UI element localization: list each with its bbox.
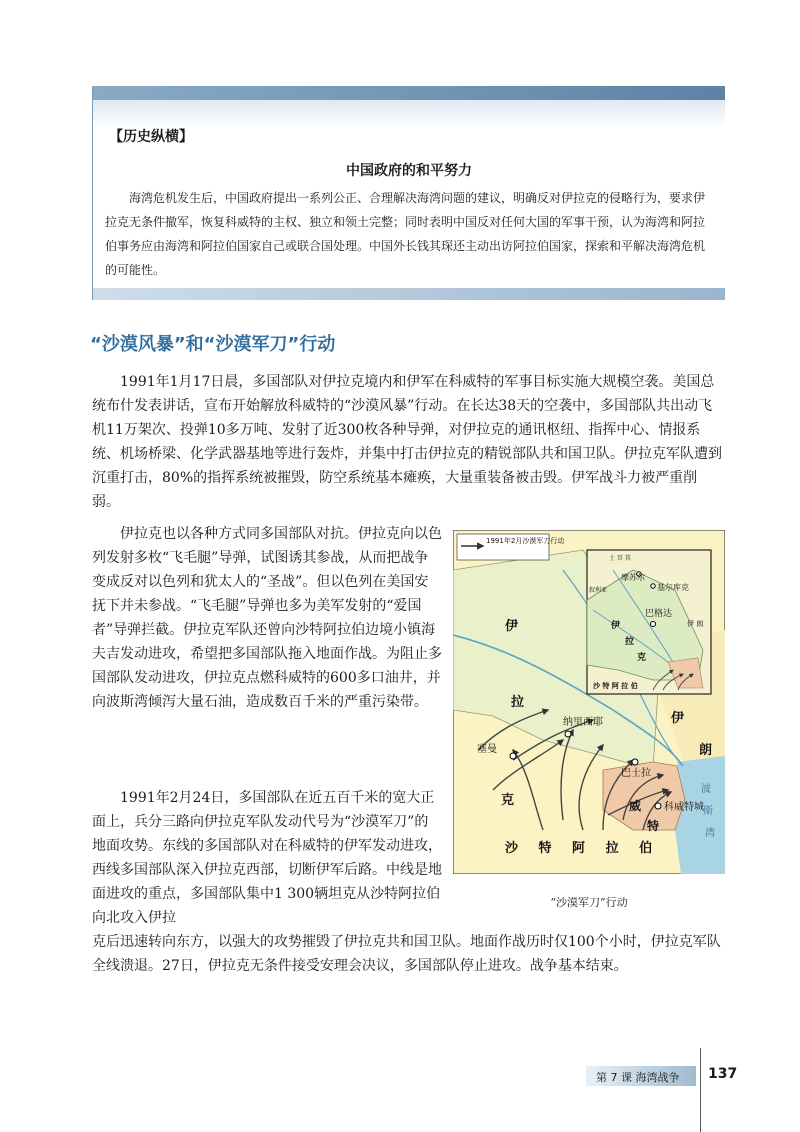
label-basra: 巴士拉 [621, 768, 651, 779]
inset-label-iraq-1: 伊 [611, 621, 621, 631]
label-samawah: 塞曼 [477, 744, 497, 755]
section-title: “沙漠风暴”和“沙漠军刀”行动 [90, 334, 336, 355]
label-iraq-2: 拉 [511, 695, 525, 710]
inset-label-baghdad: 巴格达 [645, 609, 673, 619]
label-iraq-1: 伊 [505, 619, 519, 634]
sidebar-box [92, 86, 725, 300]
label-kuwait-city: 科威特城 [664, 802, 704, 813]
map-caption: “沙漠军刀”行动 [550, 896, 628, 909]
kuwait-city-dot [655, 803, 661, 809]
label-gulf-2: 斯 [703, 806, 713, 817]
label-gulf-3: 湾 [705, 828, 715, 839]
box-bottom-bar [93, 288, 725, 300]
inset-label-iran: 伊 朗 [687, 620, 704, 628]
inset-label-iraq-3: 克 [637, 653, 647, 663]
box-header-fade [93, 100, 725, 128]
label-kuwait-2: 特 [647, 819, 660, 833]
inset-label-mosul: 摩苏尔 [621, 573, 645, 582]
page-number: 137 [708, 1066, 738, 1082]
inset-label-syria: 叙利亚 [589, 587, 608, 594]
box-body: 海湾危机发生后，中国政府提出一系列公正、合理解决海湾问题的建议，明确反对伊拉克的侵略行为，要求伊拉克无条件撤军，恢复科威特的主权、独立和领土完整；同时表明中国反对任何大国的军事干预，认为海湾和阿拉伯事务应由海湾和阿拉伯国家自己或联合国处理。中国外长钱其琛还主动出访阿拉伯国家，探索和平解决海湾危机的可能性。 [105, 191, 706, 277]
inset-map [587, 550, 711, 694]
label-gulf-1: 波 [701, 784, 711, 795]
label-iraq-3: 克 [501, 793, 515, 808]
legend-text: 1991年2月沙漠军刀行动 [486, 537, 565, 545]
footer-lesson-title: 第 7 课 海湾战争 [596, 1071, 680, 1084]
label-iran-1: 伊 [671, 711, 685, 726]
inset-label-iraq-2: 拉 [625, 637, 635, 647]
gulf-water [675, 756, 725, 874]
inset-label-kirkuk: 基尔库克 [657, 583, 689, 592]
paragraph-3-part-1: 1991年2月24日，多国部队在近五百千米的宽大正面上，兵分三路向伊拉克军队发动代号为“沙漠军刀”的地面攻势。东线的多国部队对在科威特的伊军发动进攻，西线多国部队深入伊拉克西部，切断伊军后路。中线是地面进攻的重点，多国部队集中1 300辆坦克从沙特阿拉伯向北攻入伊拉 [92, 790, 442, 926]
paragraph-2: 伊拉克也以各种方式同多国部队对抗。伊拉克向以色列发射多枚“飞毛腿”导弹，试图诱其参战，从而把战争变成反对以色列和犹太人的“圣战”。但以色列在美国安抚下并未参战。“飞毛腿”导弹也多为美军发射的“爱国者”导弹拦截。伊拉克军队还曾向沙特阿拉伯边境小镇海夫吉发动进攻，希望把多国部队拖入地面作战。为阻止多国部队发动进攻，伊拉克点燃科威特的600多口油井，并向波斯湾倾泻大量石油，造成数百千米的严重污染带。 [92, 526, 442, 710]
paragraph-3-part-2: 克后迅速转向东方，以强大的攻势摧毁了伊拉克共和国卫队。地面作战历时仅100个小时，伊拉克军队全线溃退。27日，伊拉克无条件接受安理会决议，多国部队停止进攻。战争基本结束。 [92, 934, 721, 974]
label-nasiriyah: 纳里西耶 [563, 717, 603, 728]
footer-divider [700, 1048, 701, 1132]
label-iran-2: 朗 [699, 743, 713, 758]
box-tag: 【历史纵横】 [109, 129, 193, 145]
inset-label-turkey: 土 耳 其 [609, 555, 631, 562]
label-kuwait-1: 威 [629, 799, 642, 813]
box-top-bar [93, 86, 725, 100]
desert-sabre-map [453, 530, 725, 874]
label-saudi: 沙 特 阿 拉 伯 [505, 841, 661, 856]
nasiriyah-dot [565, 731, 571, 737]
box-title: 中国政府的和平努力 [346, 163, 472, 179]
samawah-dot [510, 753, 516, 759]
inset-label-saudi: 沙 特 阿 拉 伯 [593, 682, 638, 690]
basra-dot [632, 759, 638, 765]
paragraph-1: 1991年1月17日晨，多国部队对伊拉克境内和伊军在科威特的军事目标实施大规模空袭。美国总统布什发表讲话，宣布开始解放科威特的“沙漠风暴”行动。在长达38天的空袭中，多国部队共出动飞机11万架次、投弹10多万吨、发射了近300枚各种导弹，对伊拉克的通讯枢纽、指挥中心、情报系统、机场桥梁、化学武器基地等进行轰炸，并集中打击伊拉克的精锐部队共和国卫队。伊拉克军队遭到沉重打击，80%的指挥系统被摧毁，防空系统基本瘫痪，大量重装备被击毁。伊军战斗力被严重削弱。 [92, 374, 722, 510]
